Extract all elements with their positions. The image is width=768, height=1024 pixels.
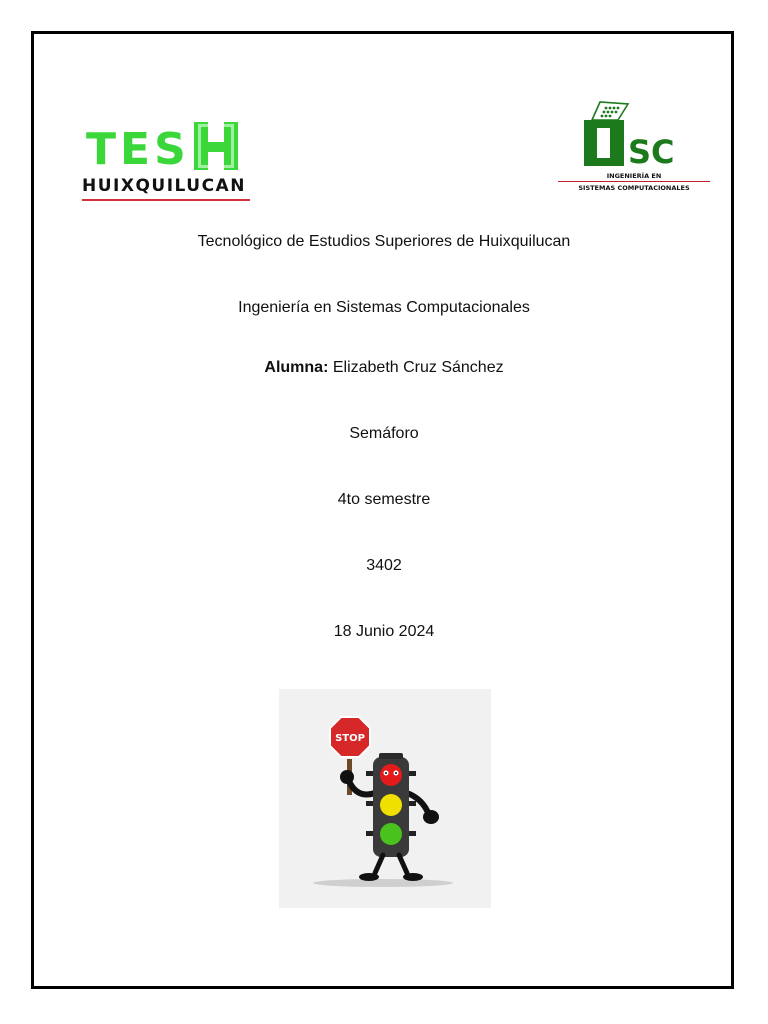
student-label: Alumna: — [264, 359, 329, 376]
isc-logo-line2: SISTEMAS COMPUTACIONALES — [578, 184, 690, 192]
traffic-light-character-icon — [279, 689, 491, 908]
subject-title: Semáforo — [349, 425, 419, 442]
isc-logo-line1: INGENIERÍA EN — [606, 172, 662, 180]
traffic-light-illustration — [279, 689, 491, 908]
institution-name: Tecnológico de Estudios Superiores de Huixquilucan — [197, 233, 571, 250]
group-number: 3402 — [366, 557, 402, 574]
isc-logo — [558, 98, 710, 196]
tesh-logo-subtitle: HUIXQUILUCAN — [82, 176, 250, 201]
isc-logo-divider — [558, 181, 710, 182]
career-name: Ingeniería en Sistemas Computacionales — [238, 299, 530, 316]
isc-emblem-icon — [588, 98, 634, 122]
date: 18 Junio 2024 — [333, 623, 435, 640]
stop-sign-text: STOP — [335, 733, 365, 744]
tesh-logo — [82, 122, 250, 202]
isc-i-mark — [584, 120, 624, 166]
semester: 4to semestre — [337, 491, 431, 508]
student-name: Elizabeth Cruz Sánchez — [332, 359, 504, 376]
student-line — [0, 358, 768, 378]
isc-logo-letters: SC — [628, 133, 675, 171]
tesh-h-mark — [194, 122, 238, 170]
tesh-logo-letters: TES — [86, 124, 190, 175]
